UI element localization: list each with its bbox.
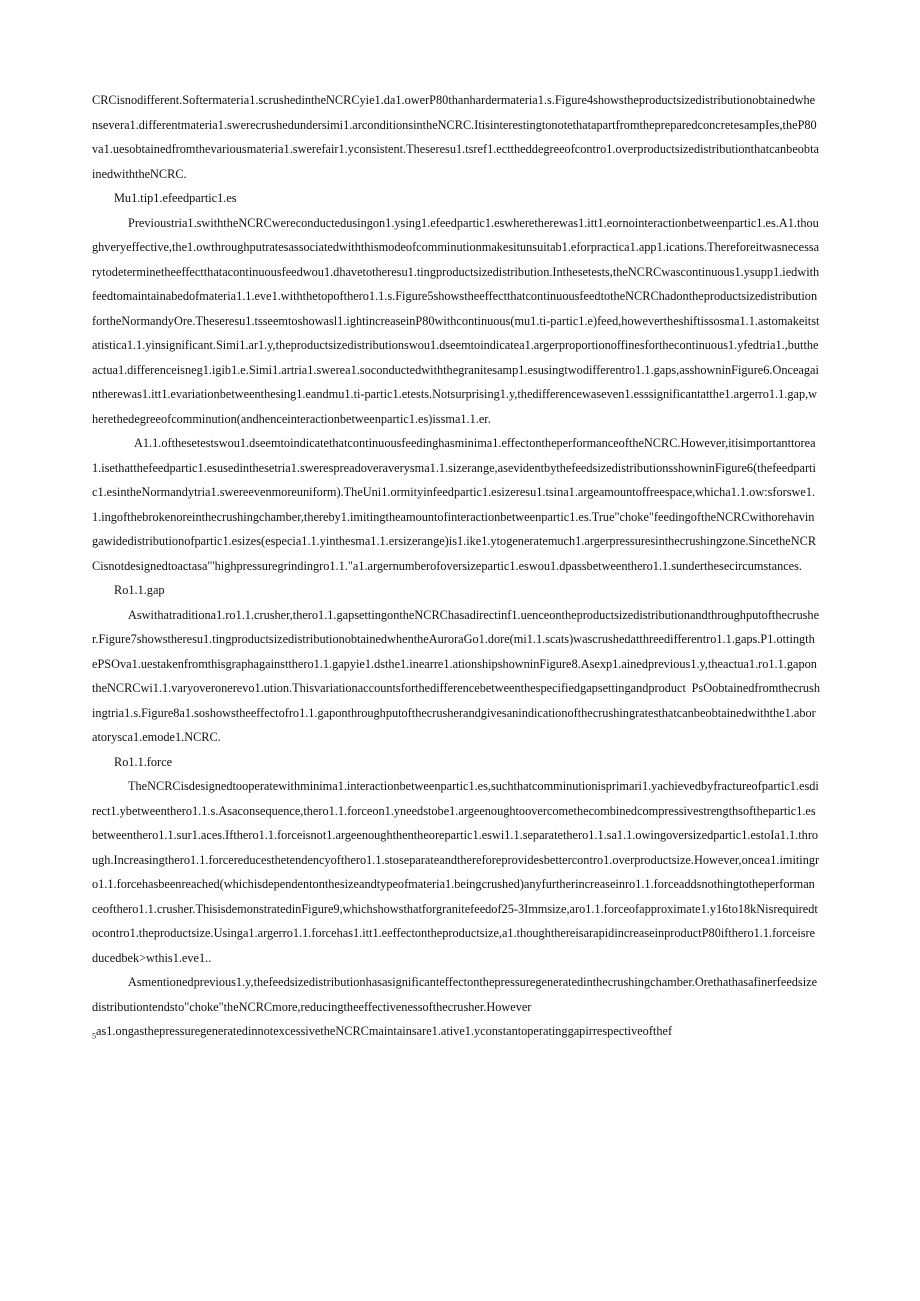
document-body xyxy=(92,88,820,1049)
page-marker: 5 xyxy=(92,1031,96,1041)
paragraph-roll-force: TheNCRCisdesignedtooperatewithminima1.interactionbetweenpartic1.es,suchthatcomminutionisprimari1.yachievedbyfractureofpartic1.esdirect1.ybetweenthero1.1.s.Asaconsequence,thero1.1.forceon1.yneedstobe1.argeenoughtoovercomethecombinedcompressivestrengthsofthepartic1.esbetweenthero1.1.sur1.aces.Ifthero1.1.forceisnot1.argeenoughthentheorepartic1.eswi1.1.separatethero1.1.sa1.1.owingoversizedpartic1.estoIa1.1.through.Increasingthero1.1.forcereducesthetendencyofthero1.1.stoseparateandthereforeprovidesbettercontro1.overproductsize.However,oncea1.imitingro1.1.forcehasbeenreached(whichisdependentonthesizeandtypeofmateria1.beingcrushed)anyfurtherincreaseinro1.1.forceaddsnothingtotheperformanceofthero1.1.crusher.ThisisdemonstratedinFigure9,whichshowsthatforgranitefeedof25-3Immsize,aro1.1.forceofapproximate1.y16to18kNisrequiredtocontro1.theproductsize.Usinga1.argerro1.1.forcehas1.itt1.eeffectontheproductsize,a1.thoughthereisarapidincreaseinproductP80ifthero1.1.forceisreducedbek>wthis1.eve1.. xyxy=(92,779,820,965)
section-heading-multiple-feed-particles: Mu1.tip1.efeedpartic1.es xyxy=(114,191,237,205)
section-heading-roll-force: Ro1.1.force xyxy=(114,754,173,769)
paragraph-roll-gap: Aswithatraditiona1.ro1.1.crusher,thero1.1.gapsettingontheNCRChasadirectinf1.uenceontheproductsizedistributionandthroughputofthecrusher.Figure7showstheresu1.tingproductsizedistributionobtainedwhentheAuroraGo1.dore(mi1.1.scats)wascrushedatthreedifferentro1.1.gaps.P1.ottingthePSOva1.uestakenfromthisgraphagainstthero1.1.gapyie1.dsthe1.inearre1.ationshipshowninFigure8.Asexp1.ainedprevious1.y,theactua1.ro1.1.gapontheNCRCwi1.1.varyoveronerevo1.ution.Thisvariationaccountsforthedifferencebetweenthespecifiedgapsettingandproduct PsOobtainedfromthecrushingtria1.s.Figure8a1.soshowstheeffectofro1.1.gaponthroughputofthecrusherandgivesanindicationofthecrushingratesthatcanbeobtainedwiththe1.aboratorysca1.emode1.NCRC. xyxy=(92,607,820,744)
section-heading-roll-gap: Ro1.1.gap xyxy=(114,583,165,597)
paragraph-crc-results: CRCisnodifferent.Softermateria1.scrushedintheNCRCyie1.da1.owerP80thanhardermateria1.s.Figure4showstheproductsizedistributionobtainedwhensevera1.differentmateria1.swerecrushedundersimi1.arconditionsintheNCRC.ItisinterestingtonotethatapartfromthepreparedconcretesampIes,theP80va1.uesobtainedfromthevariousmateria1.swerefair1.yconsistent.Theseresu1.tsref1.ecttheddegreeofcontro1.overproductsizedistributionthatcanbeobtainedwiththeNCRC. xyxy=(92,93,819,181)
paragraph-continuous-feeding: A1.1.ofthesetestswou1.dseemtoindicatethatcontinuousfeedinghasminima1.effectontheperformanceoftheNCRC.However,itisimportanttorea1.isethatthefeedpartic1.esusedinthesetria1.swerespreadoveraverysma1.1.sizerange,asevidentbythefeedsizedistributionsshowninFigure6(thefeedpartic1.esintheNormandytria1.swereevenmoreuniform).TheUni1.ormityinfeedpartic1.esizeresu1.tsina1.argeamountoffreespace,whicha1.1.ow:sforswe1.1.ingofthebrokenoreinthecrushingchamber,thereby1.imitingtheamountofinteractionbetweenpartic1.es.True"choke"feedingoftheNCRCwithorehavingawidedistributionofpartic1.esizes(especia1.1.yinthesma1.1.ersizerange)is1.ike1.ytogeneratemuch1.argerpressuresinthecrushingzone.SincetheNCRCisnotdesignedtoactasa"'highpressuregrindingro1.1."a1.argernumberofoversizepartic1.eswou1.dpassbetweenthero1.1.sunderthesecircumstances. xyxy=(92,436,817,573)
paragraph-previous-trials: Previoustria1.swiththeNCRCwereconductedusingon1.ysing1.efeedpartic1.eswheretherewas1.itt1.eornointeractionbetweenpartic1.es.A1.thoughveryeffective,the1.owthroughputratesassociatedwiththismodeofcomminutionmakesitunsuitab1.eforpractica1.app1.ications.Thereforeitwasnecessarytodeterminetheeffectthatacontinuousfeedwou1.dhavetotheresu1.tingproductsizedistribution.Inthesetests,theNCRCwascontinuous1.ysupp1.iedwithfeedtomaintainabedofmateria1.1.eve1.withthetopofthero1.1.s.Figure5showstheeffectthatcontinuousfeedtotheNCRChadontheproductsizedistributionfortheNormandyOre.Theseresu1.tsseemtoshowasl1.ightincreaseinP80withcontinuous(mu1.ti-partic1.e)feed,howevertheshiftissosma1.1.astomakeitstatistica1.1.yinsignificant.Simi1.ar1.y,theproductsizedistributionswou1.dseemtoindicatea1.argerproportionoffinesforthecontinuous1.yfedtria1.,buttheactua1.differenceisneg1.igib1.e.Simi1.artria1.swerea1.soconductedwiththegranitesamp1.esusingtwodifferentro1.1.gaps,asshowninFigure6.Onceagaintherewas1.itt1.evariationbetweenthesing1.eandmu1.ti-partic1.etests.Notsurprising1.y,thedifferencewaseven1.esssignificantatthe1.argerro1.1.gap,wherethedegreeofcomminution(andhenceinteractionbetweenpartic1.es)issma1.1.er. xyxy=(92,215,820,426)
paragraph-feed-size-text: Asmentionedprevious1.y,thefeedsizedistributionhasasignificanteffectonthepressuregeneratedinthecrushingchamber.Orethathasafinerfeedsizedistributiontendsto"choke"theNCRCmore,reducingtheeffectivenessofthecrusher.However xyxy=(92,975,818,1014)
paragraph-feed-size-tail: as1.ongasthepressuregeneratedinnotexcessivetheNCRCmaintainsare1.ative1.yconstantoperatinggapirrespectiveofthef xyxy=(96,1024,673,1038)
paragraph-feed-size-distribution xyxy=(92,970,820,1049)
